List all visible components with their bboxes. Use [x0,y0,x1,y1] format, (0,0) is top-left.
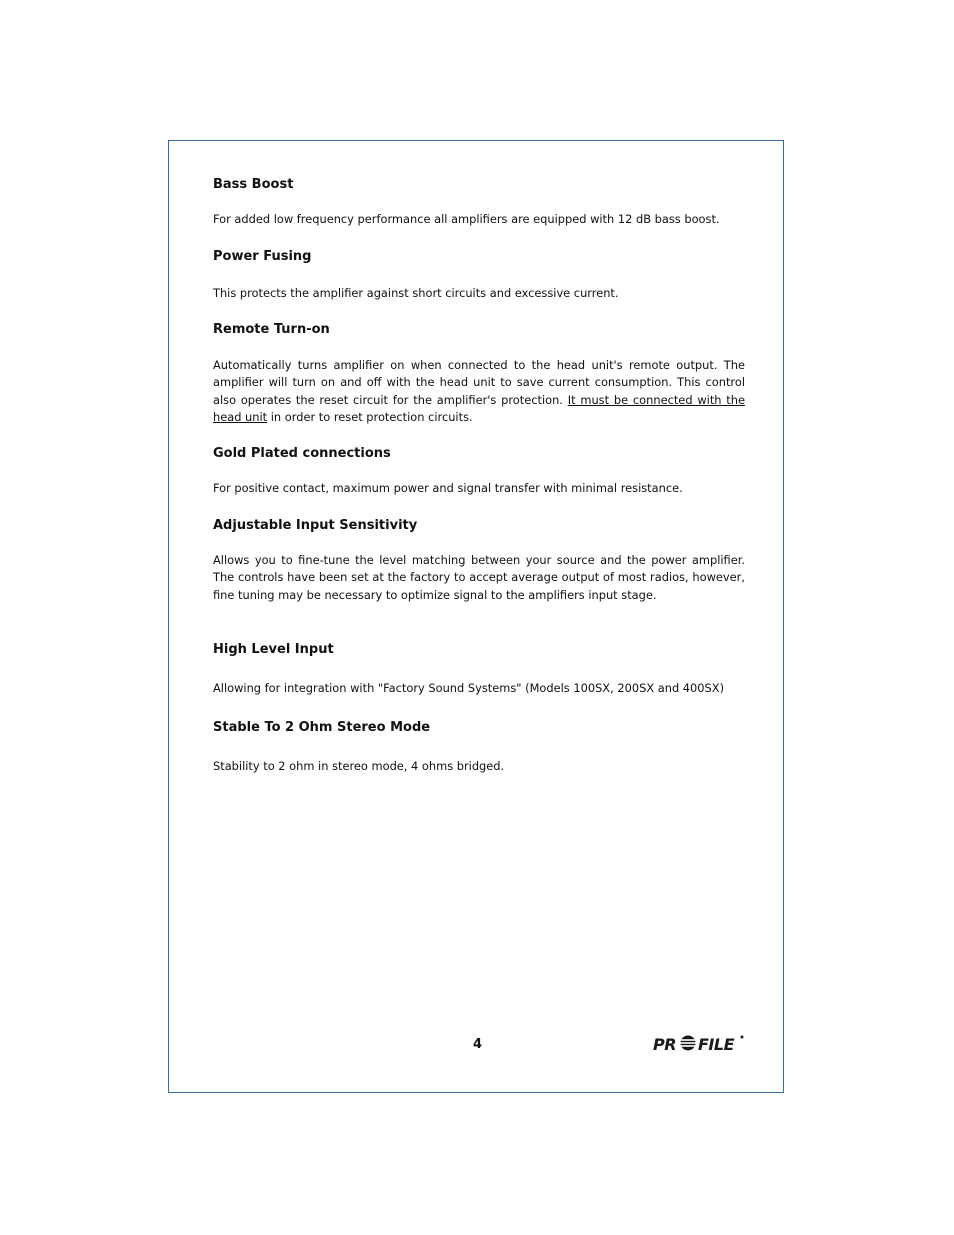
svg-text:FILE: FILE [698,1035,735,1054]
remote-text-underlined: It must be connected with the head unit [213,392,745,424]
paragraph-high-level-input: Allowing for integration with "Factory Sound Systems" (Models 100SX, 200SX and 400SX) [213,681,725,695]
paragraph-gold-plated: For positive contact, maximum power and signal transfer with minimal resistance. [213,481,683,495]
paragraph-input-sensitivity: Allows you to fine-tune the level matching between your source and the power amplifier. The controls have been set at the factory to accept average output of most radios, however, fine tuning may be necessary to optimize signal to the amplifiers input stage. [213,553,745,602]
heading-power-fusing: Power Fusing [213,249,312,264]
paragraph-bass-boost: For added low frequency performance all amplifiers are equipped with 12 dB bass boost. [213,212,720,226]
remote-text-before: Automatically turns amplifier on when connected to the head unit's remote output. The amplifier will turn on and off with the head unit to save current consumption. This control also operates the reset circuit for the amplifier's protection. [213,358,745,407]
paragraph-remote-turn-on [213,357,745,426]
svg-text:PR: PR [653,1035,677,1054]
heading-high-level-input: High Level Input [213,642,334,657]
heading-gold-plated: Gold Plated connections [213,446,391,461]
profile-logo-icon [653,1033,745,1055]
paragraph-stable-2-ohm: Stability to 2 ohm in stereo mode, 4 ohms bridged. [213,759,505,773]
heading-remote-turn-on: Remote Turn-on [213,322,330,337]
heading-input-sensitivity: Adjustable Input Sensitivity [213,518,418,533]
heading-bass-boost: Bass Boost [213,177,294,192]
page-frame [168,140,784,1093]
paragraph-power-fusing: This protects the amplifier against short circuits and excessive current. [213,286,619,300]
remote-text-after: in order to reset protection circuits. [267,409,473,424]
page-number: 4 [473,1037,483,1052]
heading-stable-2-ohm: Stable To 2 Ohm Stereo Mode [213,720,431,735]
